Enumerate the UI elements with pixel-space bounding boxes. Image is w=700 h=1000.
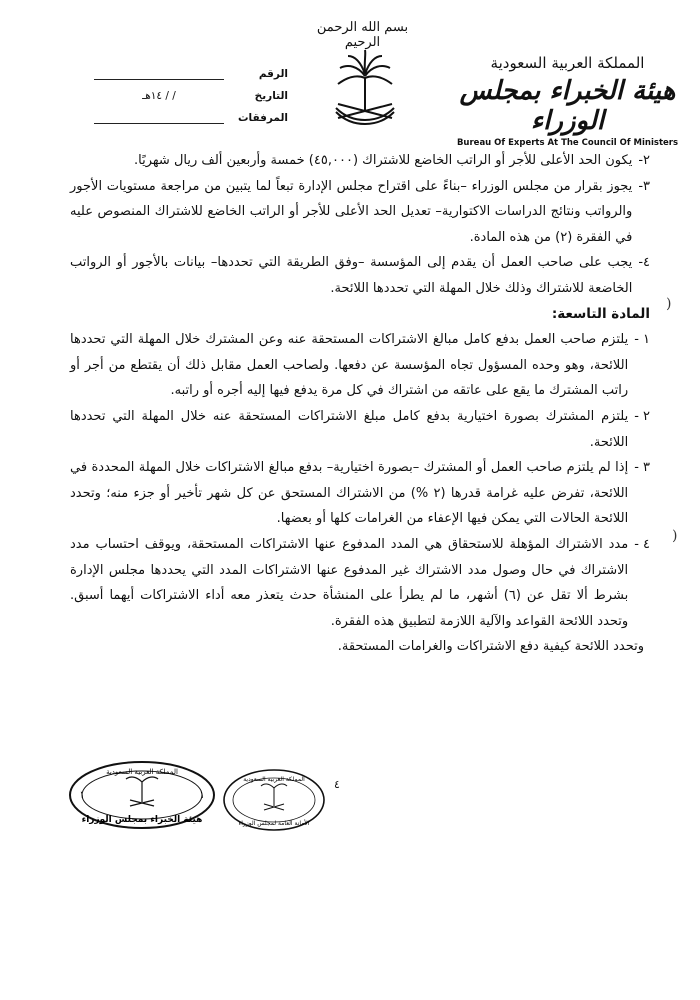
margin-mark: ) [666,296,672,312]
margin-mark: ) [672,528,678,544]
ref-label: الرقم [258,68,288,80]
item-text: يكون الحد الأعلى للأجر أو الراتب الخاضع للاشتراك (٤٥,٠٠٠) خمسة وأربعين ألف ريال شهريًا. [134,153,633,168]
stamp1-bottom-text: هيئة الخبراء بمجلس الوزراء [81,815,203,825]
closing-sentence: وتحدد اللائحة كيفية دفع الاشتراكات والغرامات المستحقة. [337,639,644,655]
org-name: هيئة الخبراء بمجلس الوزراء [459,76,676,136]
item-number: ٤ - [634,536,650,552]
org-kingdom: المملكة العربية السعودية [490,54,645,72]
attachments-label: المرفقات [237,112,288,124]
palm-swords-emblem-icon [330,48,400,126]
document-body [70,148,650,660]
list-item [70,174,650,251]
stamp1-right-digit: ١ [199,790,205,801]
date-value: / / ١٤هـ [142,90,176,102]
attachments-line [94,111,224,124]
stamp1-left-digit: ١ [79,790,85,801]
list-item [70,327,650,404]
item-text: يلتزم المشترك بصورة اختيارية بدفع كامل مبلغ الاشتراكات المستحقة عنه خلال المهلة التي تحددها اللائحة. [70,408,629,450]
item-number: ٢- [638,153,650,168]
list-item [70,148,650,174]
list-item [70,250,650,301]
list-item [70,404,650,455]
item-text: إذا لم يلتزم صاحب العمل أو المشترك –بصورة اختيارية– بدفع مبالغ الاشتراكات خلال المهلة المحددة في اللائحة، تفرض عليه غرامة قدرها (٢ %) من الاشتراك المستحق عن كل شهر تأخير أو جزء منه؛ وتحدد اللائحة الحالات التي يمكن فيها الإعفاء من الغرامات كلها أو بعضها. [70,460,629,527]
article-heading: المادة التاسعة: [551,305,650,322]
stamp2-bottom-text: الأمانة العامة لمجلس الوزراء [238,820,310,827]
reference-block [78,58,288,124]
list-item [70,455,650,532]
basmala: بسم الله الرحمن الرحيم [316,20,409,50]
item-text: يجوز بقرار من مجلس الوزراء –بناءً على اقتراح مجلس الإدارة تبعاً لما يتبين من مراجعة مستويات الأجور والرواتب ونتائج الدراسات الاكتوارية– تعديل الحد الأعلى للأجر أو الراتب الخاضع للاشتراك المنصوص عليه في الفقرة (٢) من هذه المادة. [70,178,633,245]
stamp2-top-text: المملكة العربية السعودية [243,776,305,783]
item-number: ٢ - [634,408,650,424]
stamp1-top-text: المملكة العربية السعودية [106,768,178,776]
item-number: ٣ - [634,460,650,476]
item-number: ٣- [638,178,650,194]
item-number: ٤- [638,255,650,271]
item-text: يلتزم صاحب العمل بدفع كامل مبالغ الاشتراكات المستحقة عنه وعن المشترك خلال المهلة التي تحددها اللائحة، وهو وحده المسؤول تجاه المؤسسة عن دفعها. ولصاحب العمل مقابل ذلك أن يقتطع من أجر أو راتب المشترك ما يقع على عاتقه من اشتراك في كل مرة يدفع فيها إليه أجره أو راتبه. [70,332,629,399]
date-label: التاريخ [254,90,288,102]
item-text: يجب على صاحب العمل أن يقدم إلى المؤسسة –وفق الطريقة التي تحددها– بيانات بالأجور أو الرواتب الخاضعة للاشتراك وذلك خلال المهلة التي تحددها اللائحة. [70,255,633,296]
item-text: مدد الاشتراك المؤهلة للاستحقاق هي المدد المدفوع عنها الاشتراكات المستحقة، ويوقف احتساب مدد الاشتراك في حال وصول مدد الاشتراك غير المدفوع عنها الاشتراكات المدد التي يحددها مجلس الإدارة بشرط ألا تقل عن (٦) أشهر، ما لم يطرأ على المنشأة حدث يتعذر معه أداء الاشتراكات أيهما أسبق. وتحدد اللائحة القواعد والآلية اللازمة لتطبيق هذه الفقرة. [70,536,629,629]
page-number: ٤ [334,778,340,791]
ref-line [94,67,224,80]
org-english-name: Bureau Of Experts At The Council Of Ministers [456,138,679,148]
secretariat-stamp-icon [222,768,326,832]
item-number: ١ - [634,332,650,348]
bureau-stamp-icon [68,760,216,830]
list-item [70,532,650,634]
organization-header [455,54,680,148]
